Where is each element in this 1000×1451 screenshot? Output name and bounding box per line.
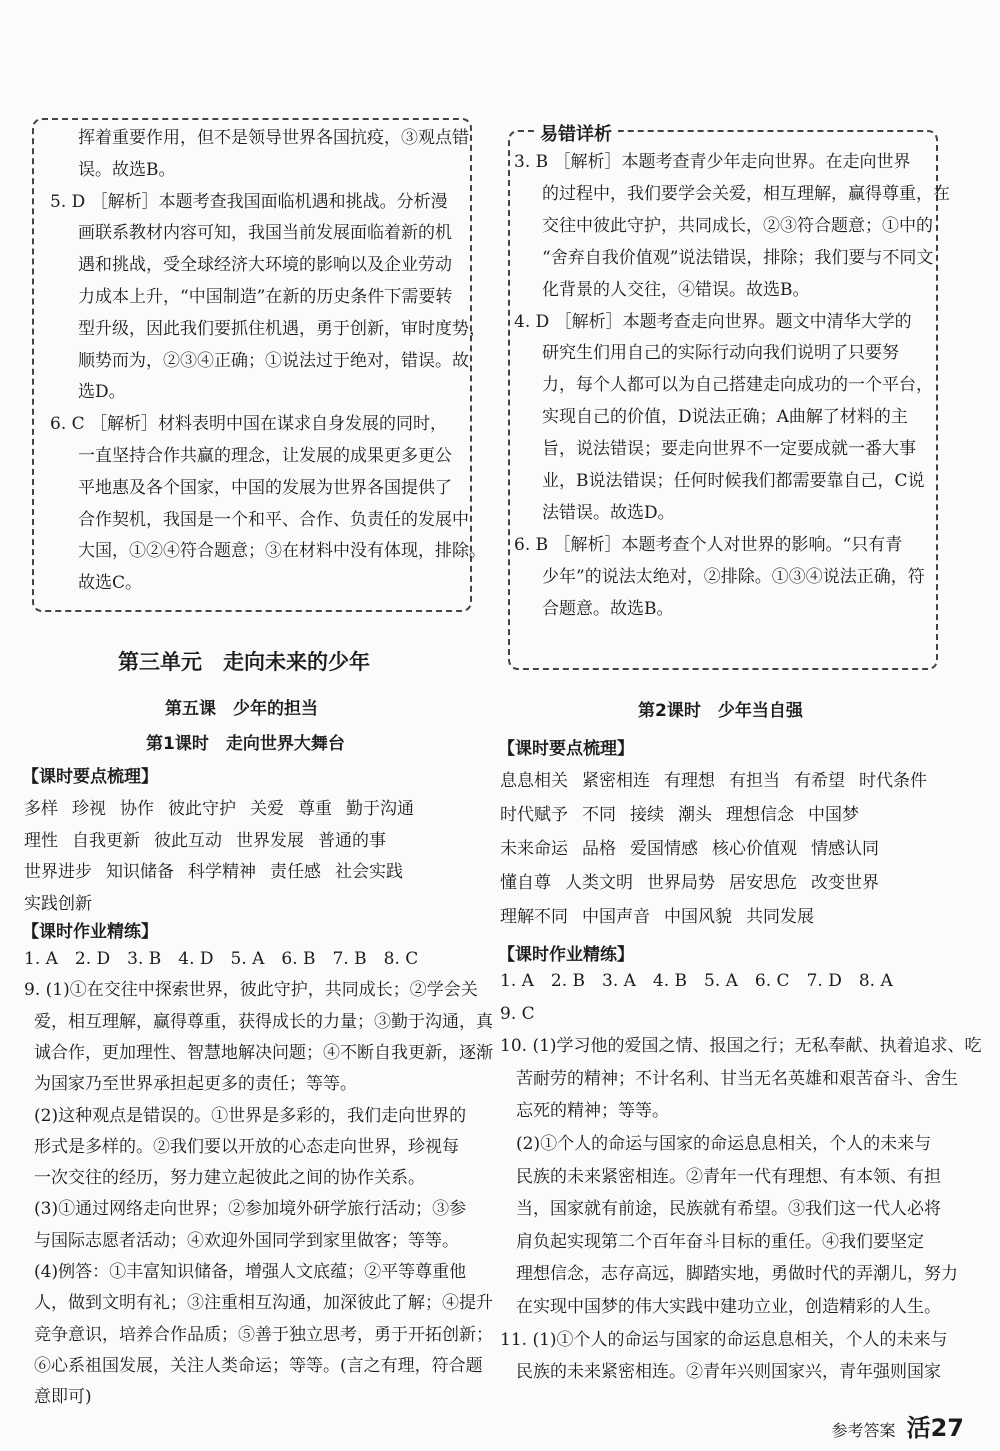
period-title-left: 第1课时 走向世界大舞台	[146, 734, 345, 754]
key-point: 紧密相连	[582, 771, 650, 791]
text-line: 民族的未来紧密相连。②青年兴则国家兴，青年强则国家	[516, 1362, 941, 1383]
text-line: 3. B ［解析］本题考查青少年走向世界。在走向世界	[514, 152, 911, 172]
page-footer	[831, 1408, 964, 1443]
key-point: 有希望	[794, 771, 845, 791]
text-line: 为国家乃至世界承担起更多的责任；等等。	[34, 1074, 357, 1095]
key-point: 中国声音	[582, 907, 650, 927]
key-point: 核心价值观	[712, 839, 797, 859]
text-line: 交往中彼此守护，共同成长，②③符合题意；①中的	[542, 215, 933, 236]
text-line: 的过程中，我们要学会关爱，相互理解，赢得尊重，在	[542, 183, 950, 204]
text-line: 在实现中国梦的伟大实践中建功立业，创造精彩的人生。	[516, 1297, 941, 1317]
key-point: 爱国情感	[630, 839, 698, 859]
key-point: 彼此互动	[154, 830, 222, 851]
text-line: 业，B说法错误；任何时候我们都需要靠自己，C说	[542, 471, 925, 491]
text-line: (2)①个人的命运与国家的命运息息相关，个人的未来与	[516, 1134, 932, 1154]
text-line: 9. (1)①在交往中探索世界，彼此守护，共同成长；②学会关	[24, 980, 478, 1001]
text-line: 10. (1)学习他的爱国之情、报国之行；无私奉献、执着追求、吃	[500, 1036, 982, 1057]
text-line: 挥着重要作用，但不是领导世界各国抗疫，③观点错	[78, 128, 469, 148]
key-point-row	[500, 868, 879, 893]
key-point: 改变世界	[811, 873, 879, 893]
key-point-row	[24, 794, 414, 819]
text-line: 4. D ［解析］本题考查走向世界。题文中清华大学的	[514, 311, 912, 332]
text-line: 选D。	[78, 382, 126, 403]
text-line: 肩负起实现第二个百年奋斗目标的重任。④我们要坚定	[516, 1231, 924, 1252]
key-points-header-left: 【课时要点梳理】	[22, 767, 158, 787]
key-point: 懂自尊	[500, 873, 551, 893]
key-point: 珍视	[72, 799, 106, 819]
text-line: 形式是多样的。②我们要以开放的心态走向世界，珍视每	[34, 1136, 459, 1157]
text-line: 6. B ［解析］本题考查个人对世界的影响。“只有青	[514, 534, 903, 555]
key-point-row	[500, 902, 814, 927]
key-point: 中国风貌	[664, 907, 732, 927]
text-line: “舍弃自我价值观”说法错误，排除；我们要与不同文	[542, 247, 934, 268]
text-line: 误。故选B。	[78, 159, 176, 180]
key-points-header-right: 【课时要点梳理】	[498, 739, 634, 759]
page-number: 活27	[906, 1414, 964, 1442]
key-point: 接续	[630, 805, 664, 825]
text-line: 与国际志愿者活动；④欢迎外国同学到家里做客；等等。	[34, 1230, 459, 1251]
homework-header-right: 【课时作业精练】	[498, 945, 634, 965]
text-line: 一直坚持合作共赢的理念，让发展的成果更多更公	[78, 446, 452, 466]
key-point: 未来命运	[500, 839, 568, 859]
text-line: 力成本上升，“中国制造”在新的历史条件下需要转	[78, 287, 453, 307]
key-point: 潮头	[678, 805, 712, 825]
text-line: 一次交往的经历，努力建立起彼此之间的协作关系。	[34, 1168, 425, 1189]
key-point: 有理想	[664, 771, 715, 791]
box-tag: 易错详析	[534, 120, 618, 146]
text-line: 故选C。	[78, 573, 143, 594]
key-point: 息息相关	[500, 771, 568, 791]
text-line: 1. A 2. B 3. A 4. B 5. A 6. C 7. D 8. A	[500, 971, 893, 991]
key-point: 时代条件	[859, 771, 927, 791]
key-point: 尊重	[298, 799, 332, 819]
text-line: 11. (1)①个人的命运与国家的命运息息相关，个人的未来与	[500, 1329, 948, 1350]
key-point-row	[24, 889, 92, 914]
key-point: 中国梦	[808, 805, 859, 825]
text-line: 人，做到文明有礼；③注重相互沟通，加深彼此了解；④提升	[34, 1293, 493, 1314]
text-line: 理想信念，志存高远，脚踏实地，勇做时代的弄潮儿，努力	[516, 1264, 958, 1285]
text-line: 合题意。故选B。	[542, 598, 674, 619]
footer-label: 参考答案	[831, 1421, 896, 1440]
text-line: 型升级，因此我们要抓住机遇，勇于创新，审时度势，	[78, 318, 486, 339]
key-point: 共同发展	[746, 907, 814, 927]
text-line: 少年”的说法太绝对，②排除。①③④说法正确，符	[542, 566, 925, 587]
text-line: 实现自己的价值，D说法正确；A曲解了材料的主	[542, 407, 908, 428]
lesson-title: 第五课 少年的担当	[165, 699, 318, 719]
text-line: (3)①通过网络走向世界；②参加境外研学旅行活动；③参	[34, 1199, 467, 1220]
text-line: 5. D ［解析］本题考查我国面临机遇和挑战。分析漫	[50, 191, 448, 212]
key-point: 世界局势	[647, 873, 715, 893]
text-line: 诚合作，更加理性、智慧地解决问题；④不断自我更新，逐渐	[34, 1042, 493, 1063]
unit-title: 第三单元 走向未来的少年	[118, 650, 370, 674]
key-point-row	[500, 834, 879, 859]
key-point: 自我更新	[72, 830, 140, 851]
homework-header-left: 【课时作业精练】	[22, 922, 158, 942]
key-point: 实践创新	[24, 893, 92, 914]
key-point: 不同	[582, 805, 616, 825]
text-line: 法错误。故选D。	[542, 502, 675, 523]
key-point: 品格	[582, 839, 616, 859]
text-line: ⑥心系祖国发展，关注人类命运；等等。(言之有理，符合题	[34, 1355, 483, 1376]
text-line: 9. C	[500, 1003, 535, 1024]
text-line: 苦耐劳的精神；不计名利、甘当无名英雄和艰苦奋斗、舍生	[516, 1068, 958, 1089]
text-line: 遇和挑战，受全球经济大环境的影响以及企业劳动	[78, 255, 452, 276]
key-point: 协作	[120, 799, 154, 819]
text-line: (4)例答：①丰富知识储备，增强人文底蕴；②平等尊重他	[34, 1262, 467, 1282]
key-point-row	[500, 766, 927, 791]
text-line: 大国，①②④符合题意；③在材料中没有体现，排除。	[78, 541, 486, 562]
key-point-row	[24, 826, 386, 851]
text-line: 平地惠及各个国家，中国的发展为世界各国提供了	[78, 477, 452, 498]
key-point: 人类文明	[565, 873, 633, 893]
key-point: 理解不同	[500, 907, 568, 927]
text-line: 旨，说法错误；要走向世界不一定要成就一番大事	[542, 439, 916, 460]
key-point-row	[500, 800, 859, 825]
text-line: 1. A 2. D 3. B 4. D 5. A 6. B 7. B 8. C	[24, 949, 419, 969]
text-line: 画联系教材内容可知，我国当前发展面临着新的机	[78, 223, 452, 244]
text-line: 竞争意识，培养合作品质；⑤善于独立思考，勇于开拓创新；	[34, 1324, 493, 1345]
period-title-right: 第2课时 少年当自强	[638, 701, 803, 721]
key-point: 多样	[24, 799, 58, 819]
key-point: 有担当	[729, 771, 780, 791]
key-point: 普通的事	[318, 830, 386, 851]
text-line: (2)这种观点是错误的。①世界是多彩的，我们走向世界的	[34, 1105, 467, 1126]
right-answer-box	[508, 130, 938, 670]
text-line: 爱，相互理解，赢得尊重，获得成长的力量；③勤于沟通，真	[34, 1011, 493, 1032]
text-line: 6. C ［解析］材料表明中国在谋求自身发展的同时，	[50, 414, 448, 435]
key-point: 关爱	[250, 799, 284, 819]
key-point: 世界进步	[24, 862, 92, 882]
key-point: 世界发展	[236, 830, 304, 851]
text-line: 当，国家就有前途，民族就有希望。③我们这一代人必将	[516, 1199, 941, 1220]
text-line: 忘死的精神；等等。	[516, 1101, 669, 1122]
text-line: 研究生们用自己的实际行动向我们说明了只要努	[542, 343, 899, 364]
key-point: 理性	[24, 830, 58, 851]
key-point: 责任感	[270, 862, 321, 882]
key-point: 时代赋予	[500, 805, 568, 825]
text-line: 民族的未来紧密相连。②青年一代有理想、有本领、有担	[516, 1166, 941, 1187]
text-line: 合作契机，我国是一个和平、合作、负责任的发展中	[78, 509, 469, 530]
key-point: 情感认同	[811, 839, 879, 859]
key-point: 勤于沟通	[346, 799, 414, 819]
key-point: 知识储备	[106, 862, 174, 882]
key-point: 理想信念	[726, 805, 794, 825]
key-point: 彼此守护	[168, 799, 236, 819]
key-point: 科学精神	[188, 862, 256, 882]
text-line: 化背景的人交往，④错误。故选B。	[542, 279, 810, 300]
text-line: 力，每个人都可以为自己搭建走向成功的一个平台，	[542, 375, 933, 396]
key-point-row	[24, 857, 403, 882]
key-point: 居安思危	[729, 873, 797, 893]
text-line: 意即可)	[34, 1387, 92, 1408]
key-point: 社会实践	[335, 862, 403, 882]
text-line: 顺势而为，②③④正确；①说法过于绝对，错误。故	[78, 350, 469, 371]
